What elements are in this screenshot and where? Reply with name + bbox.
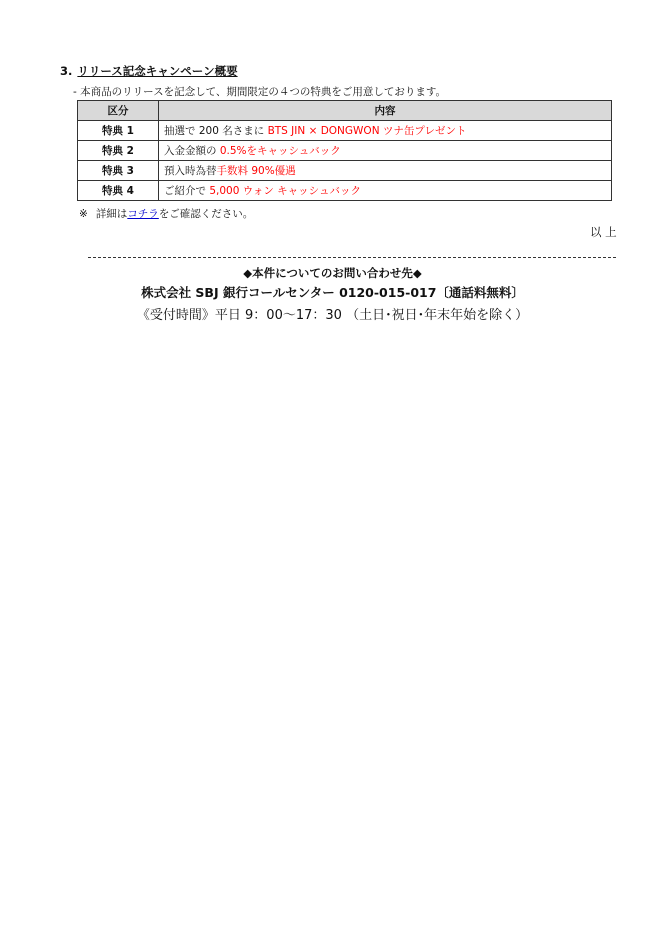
perk-prefix: 預入時為替 xyxy=(164,165,217,177)
perk-content xyxy=(159,121,612,141)
perk-content xyxy=(159,161,612,181)
details-note xyxy=(79,206,253,221)
perk-content xyxy=(159,141,612,161)
perk-name: 特典 2 xyxy=(78,141,159,161)
header-content: 内容 xyxy=(159,101,612,121)
intro-text: - 本商品のリリースを記念して、期間限定の４つの特典をご用意しております。 xyxy=(73,86,447,98)
section-number: 3. xyxy=(60,64,73,78)
note-prefix: 詳細は xyxy=(95,208,128,220)
header-category: 区分 xyxy=(78,101,159,121)
perk-prefix: ご紹介で xyxy=(164,185,210,197)
table-header-row xyxy=(78,101,612,121)
section-heading xyxy=(60,63,238,79)
dashed-divider xyxy=(88,257,616,258)
note-suffix: をご確認ください。 xyxy=(158,208,254,220)
contact-heading: ◆本件についてのお問い合わせ先◆ xyxy=(243,266,422,280)
perks-table xyxy=(77,100,612,201)
perk-name: 特典 4 xyxy=(78,181,159,201)
section-title: リリース記念キャンペーン概要 xyxy=(77,64,238,78)
note-mark: ※ xyxy=(79,208,88,220)
perk-name: 特典 3 xyxy=(78,161,159,181)
perk-name: 特典 1 xyxy=(78,121,159,141)
perk-highlight: 5,000 ウォン キャッシュバック xyxy=(209,185,361,197)
perk-highlight: BTS JIN × DONGWON ツナ缶プレゼント xyxy=(267,125,467,137)
perk-highlight: 手数料 90%優遇 xyxy=(216,165,296,177)
details-link[interactable]: コチラ xyxy=(127,208,159,220)
contact-hours: 《受付時間》平日 9：00〜17：30 （土日･祝日･年末年始を除く） xyxy=(136,308,529,323)
table-row xyxy=(78,181,612,201)
table-row xyxy=(78,161,612,181)
closing-mark: 以 上 xyxy=(590,225,617,239)
perk-content xyxy=(159,181,612,201)
perk-prefix: 抽選で 200 名さまに xyxy=(164,125,268,137)
perk-prefix: 入金金額の xyxy=(164,145,220,157)
table-row xyxy=(78,141,612,161)
table-row xyxy=(78,121,612,141)
contact-phone-line: 株式会社 SBJ 銀行コールセンター 0120-015-017〔通話料無料〕 xyxy=(141,285,524,300)
perk-highlight: 0.5%をキャッシュバック xyxy=(219,145,341,157)
